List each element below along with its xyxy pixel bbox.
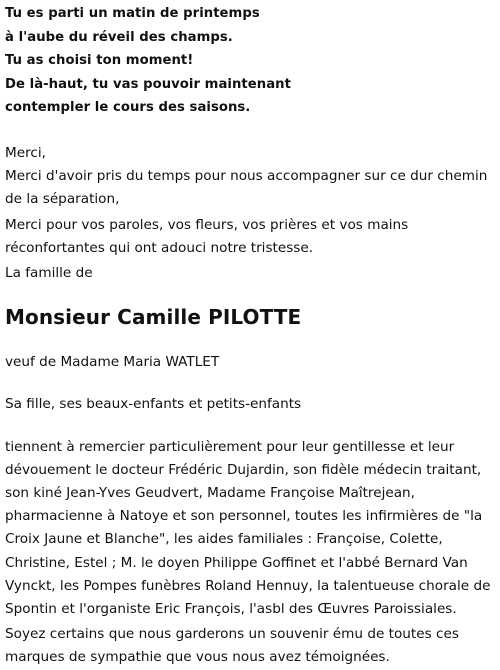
merci-time-paragraph: Merci d'avoir pris du temps pour nous accompagner sur ce dur chemin de la séparation, <box>5 168 488 208</box>
poem <box>5 2 495 120</box>
merci-words-paragraph: Merci pour vos paroles, vos fleurs, vos prières et vos mains réconfortantes qui ont adouci notre tristesse. <box>5 216 409 256</box>
poem-line-1: Tu es parti un matin de printemps <box>5 6 260 21</box>
deceased-name: Monsieur Camille PILOTTE <box>5 305 302 330</box>
poem-line-2: à l'aube du réveil des champs. <box>5 29 233 45</box>
children-line: Sa fille, ses beaux-enfants et petits-enfants <box>5 396 302 413</box>
closing-paragraph: Soyez certains que nous garderons un souvenir ému de toutes ces marques de sympathie que vous nous avez témoignées. <box>5 626 459 666</box>
thanks-paragraph: tiennent à remercier particulièrement pour leur gentillesse et leur dévouement le docteur Frédéric Dujardin, son fidèle médecin traitant, son kiné Jean-Yves Geudvert, Madame Françoise Maîtrejean, pharmacienne à Natoye et son personnel, toutes les infirmières de "la Croix Jaune et Blanche", les aides familiales : Françoise, Colette, Christine, Estel ; M. le doyen Philippe Goffinet et l'abbé Bernard Van Vynckt, les Pompes funèbres Roland Hennuy, la talentueuse chorale de Spontin et l'organiste Eric François, l'asbl des Œuvres Paroissiales. <box>5 438 491 618</box>
family-label: La famille de <box>5 264 93 281</box>
widow-line: veuf de Madame Maria WATLET <box>5 354 220 371</box>
obituary-document <box>5 2 495 670</box>
poem-line-3: Tu as choisi ton moment! <box>5 53 194 69</box>
merci-intro: Merci, <box>5 144 46 161</box>
poem-line-4: De là-haut, tu vas pouvoir maintenant <box>5 76 291 92</box>
poem-line-5: contempler le cours des saisons. <box>5 100 251 116</box>
